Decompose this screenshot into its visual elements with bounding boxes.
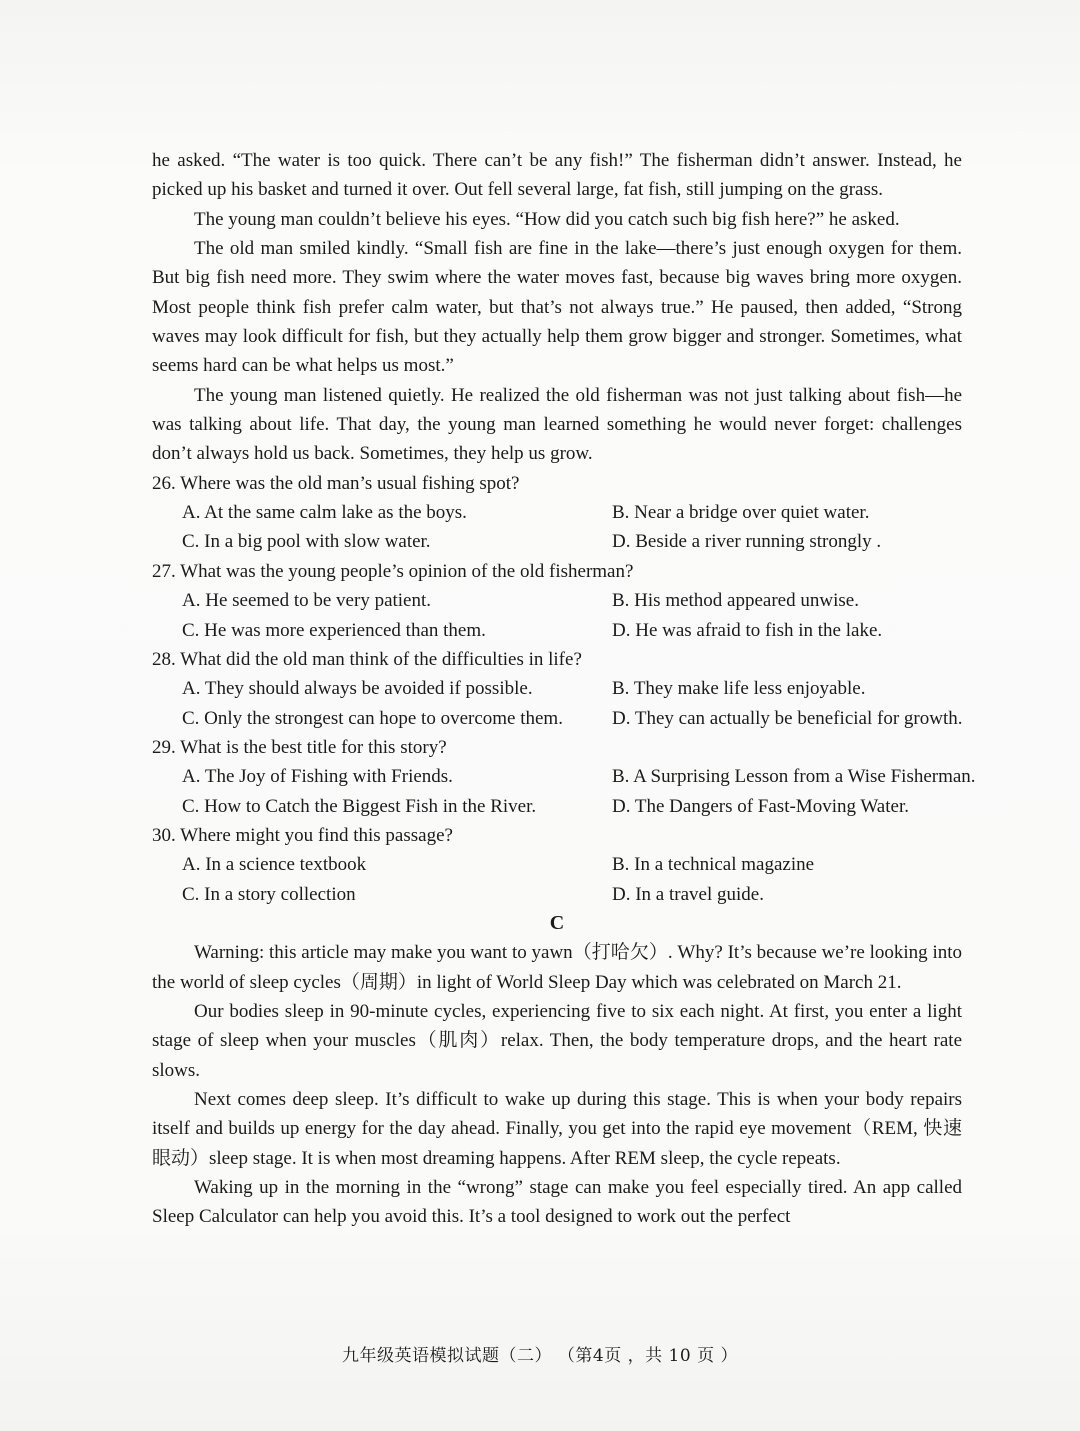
question-stem: 27. What was the young people’s opinion of the old fisherman? (152, 560, 634, 582)
question-stem: 29. What is the best title for this story? (152, 736, 447, 758)
option-b: B. His method appeared unwise. (612, 590, 859, 612)
passage-paragraph: Waking up in the morning in the “wrong” stage can make you feel especially tired. An app called Sleep Calculator can help you avoid this. It’s a tool designed to work out the perfect (152, 1177, 962, 1228)
page-content (152, 146, 976, 1232)
option-c: C. He was more experienced than them. (182, 619, 486, 641)
question-options (182, 674, 962, 733)
option-d: D. In a travel guide. (612, 883, 764, 905)
question-stem: 26. Where was the old man’s usual fishing spot? (152, 472, 520, 494)
page-footer: 九年级英语模拟试题（二） （第4页 ，共 10 页 ） (342, 1346, 738, 1366)
option-c: C. How to Catch the Biggest Fish in the River. (182, 795, 537, 817)
question-stem: 28. What did the old man think of the difficulties in life? (152, 648, 582, 670)
section-heading: C (549, 911, 565, 934)
passage-paragraph: Warning: this article may make you want to yawn（打哈欠）. Why? It’s because we’re looking into the world of sleep cycles（周期）in light of World Sleep Day which was celebrated on March 21. (152, 942, 962, 993)
passage-paragraph: Our bodies sleep in 90-minute cycles, experiencing five to six each night. At first, you enter a light stage of sleep when your muscles（肌肉）relax. Then, the body temperature drops, and the heart rate slows. (152, 1000, 962, 1081)
passage-paragraph: Next comes deep sleep. It’s difficult to wake up during this stage. This is when your body repairs itself and builds up energy for the day ahead. Finally, you get into the rapid eye movement（REM, 快速眼动）sleep stage. It is when most dreaming happens. After REM sleep, the cycle repeats. (152, 1089, 962, 1169)
passage-paragraph: he asked. “The water is too quick. There can’t be any fish!” The fisherman didn’t answer. Instead, he picked up his basket and turned it over. Out fell several large, fat fish, still jumping on the grass. (152, 150, 962, 201)
question-options (182, 498, 962, 557)
question-27 (152, 557, 962, 645)
question-stem: 30. Where might you find this passage? (152, 824, 453, 846)
option-c: C. Only the strongest can hope to overcome them. (182, 707, 563, 729)
option-b: B. In a technical magazine (612, 854, 815, 876)
passage-paragraph: The old man smiled kindly. “Small fish are fine in the lake—there’s just enough oxygen for them. But big fish need more. They swim where the water moves fast, because big waves bring more oxygen. Most people think fish prefer calm water, but that’s not always true.” He paused, then added, “Strong waves may look difficult for fish, but they actually help them grow bigger and stronger. Sometimes, what seems hard can be what helps us most.” (152, 238, 962, 377)
option-b: B. Near a bridge over quiet water. (612, 502, 870, 524)
option-a: A. He seemed to be very patient. (182, 590, 432, 612)
passage-paragraph: The young man couldn’t believe his eyes. “How did you catch such big fish here?” he asked. (194, 208, 900, 230)
option-b: B. They make life less enjoyable. (612, 678, 866, 700)
option-d: D. He was afraid to fish in the lake. (612, 619, 883, 641)
option-c: C. In a story collection (182, 883, 356, 905)
option-a: A. They should always be avoided if possible. (182, 678, 533, 700)
question-28 (152, 645, 962, 733)
question-options (182, 850, 962, 909)
option-c: C. In a big pool with slow water. (182, 531, 431, 553)
question-options (182, 762, 976, 821)
option-d: D. Beside a river running strongly . (612, 531, 882, 553)
option-b: B. A Surprising Lesson from a Wise Fisherman. (612, 766, 976, 788)
question-30 (152, 821, 962, 909)
option-a: A. The Joy of Fishing with Friends. (182, 766, 453, 788)
option-a: A. At the same calm lake as the boys. (182, 502, 467, 524)
option-a: A. In a science textbook (182, 854, 367, 876)
question-29 (152, 733, 976, 821)
question-options (182, 586, 962, 645)
passage-paragraph: The young man listened quietly. He realized the old fisherman was not just talking about fish—he was talking about life. That day, the young man learned something he would never forget: challenges don’t always hold us back. Sometimes, they help us grow. (152, 384, 962, 465)
option-d: D. The Dangers of Fast-Moving Water. (612, 795, 909, 817)
option-d: D. They can actually be beneficial for growth. (612, 707, 963, 729)
question-26 (152, 469, 962, 557)
